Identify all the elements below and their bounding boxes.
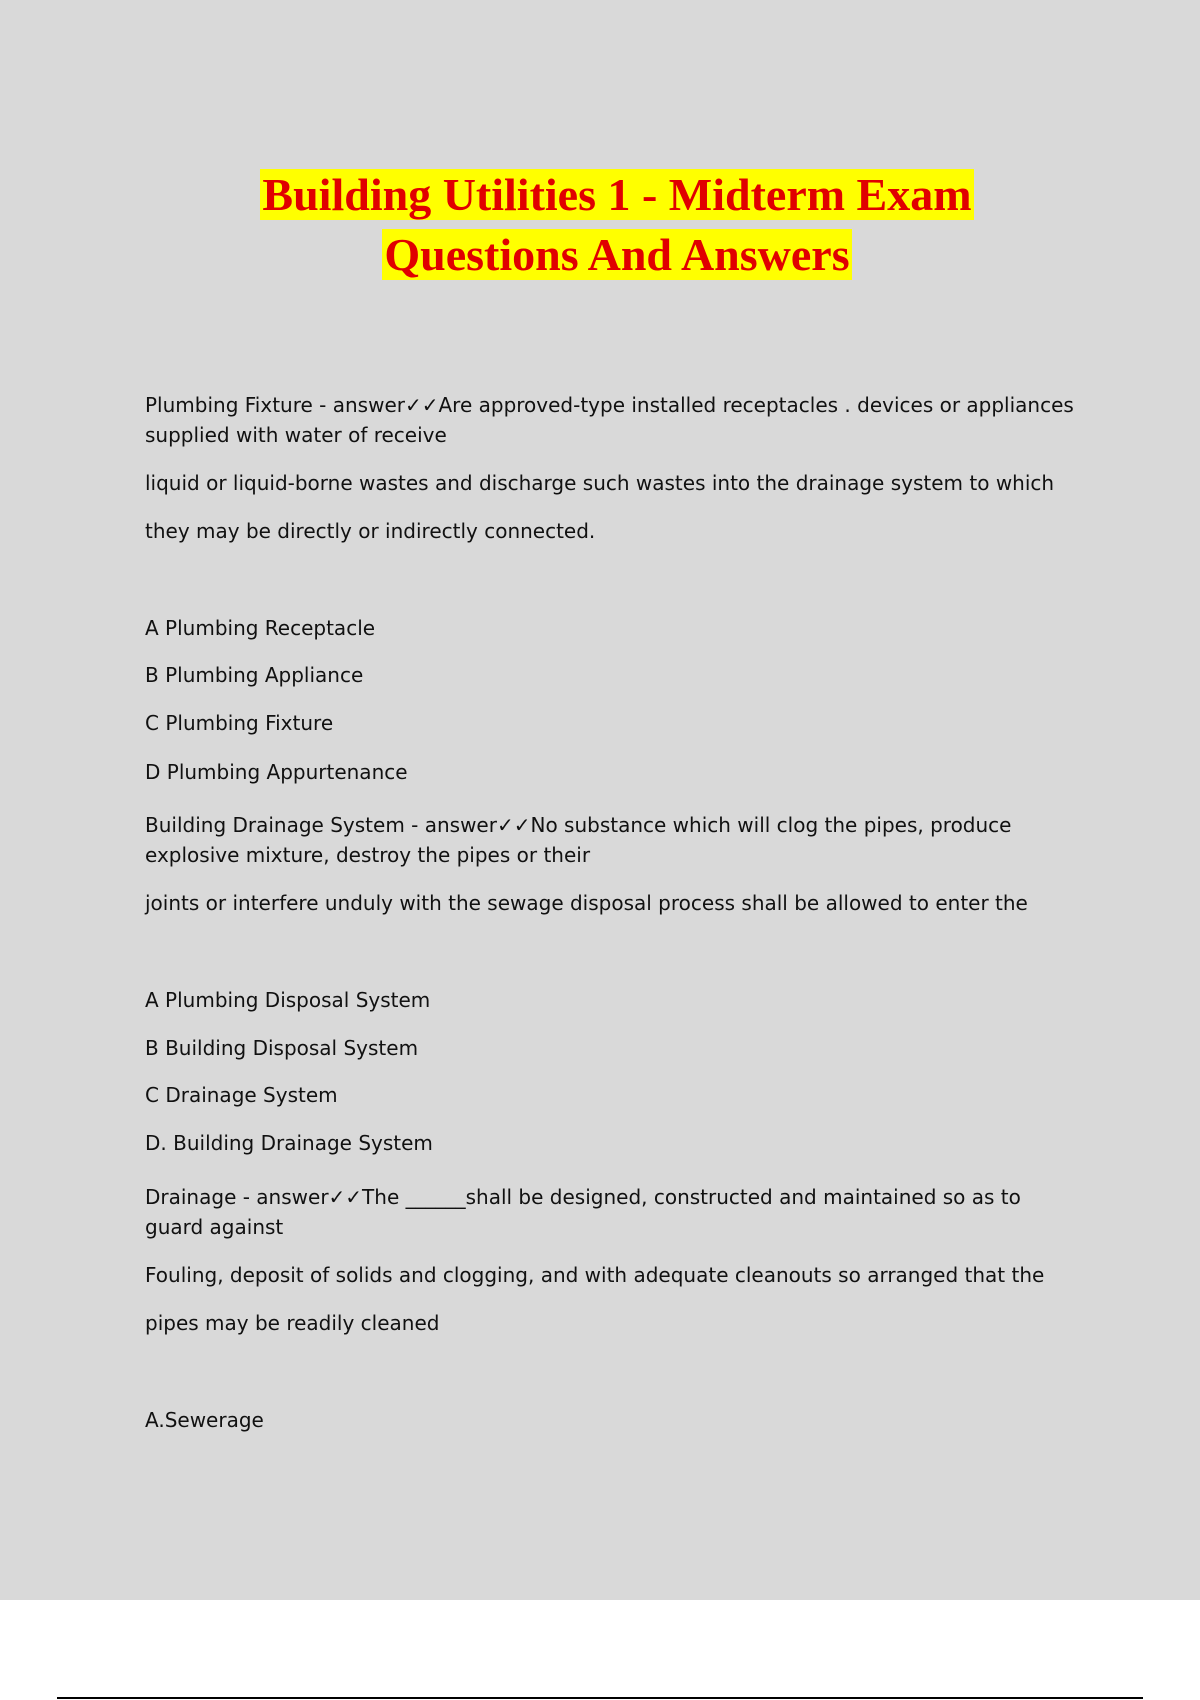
question-2-text-cont: joints or interfere unduly with the sewage disposal process shall be allowed to enter the — [145, 891, 1028, 915]
question-1-option-a: A Plumbing Receptacle — [145, 616, 376, 640]
question-3-text: Drainage - answer✓✓The ______shall be designed, constructed and maintained so as to guard against — [145, 1185, 1021, 1239]
title-line-2: Questions And Answers — [384, 229, 850, 280]
footer-divider — [57, 1697, 1143, 1699]
document-title — [0, 165, 1200, 285]
question-2-text: Building Drainage System - answer✓✓No substance which will clog the pipes, produce explosive mixture, destroy the pipes or their — [145, 813, 1012, 867]
question-1-text: Plumbing Fixture - answer✓✓Are approved-type installed receptacles . devices or appliances supplied with water of receive — [145, 393, 1074, 447]
title-line-1: Building Utilities 1 - Midterm Exam — [262, 169, 972, 220]
question-3-text-cont-2: pipes may be readily cleaned — [145, 1311, 440, 1335]
question-2-option-a: A Plumbing Disposal System — [145, 988, 431, 1012]
question-2-option-c: C Drainage System — [145, 1083, 338, 1107]
question-3-option-a: A.Sewerage — [145, 1408, 264, 1432]
question-1-option-c: C Plumbing Fixture — [145, 711, 334, 735]
question-2-option-d: D. Building Drainage System — [145, 1131, 433, 1155]
question-1-text-cont-2: they may be directly or indirectly connected. — [145, 519, 596, 543]
question-3-text-cont: Fouling, deposit of solids and clogging, and with adequate cleanouts so arranged that the — [145, 1263, 1045, 1287]
question-1-text-cont: liquid or liquid-borne wastes and discharge such wastes into the drainage system to which — [145, 471, 1055, 495]
question-1-option-b: B Plumbing Appliance — [145, 663, 364, 687]
question-1-option-d: D Plumbing Appurtenance — [145, 760, 408, 784]
question-2-option-b: B Building Disposal System — [145, 1036, 419, 1060]
